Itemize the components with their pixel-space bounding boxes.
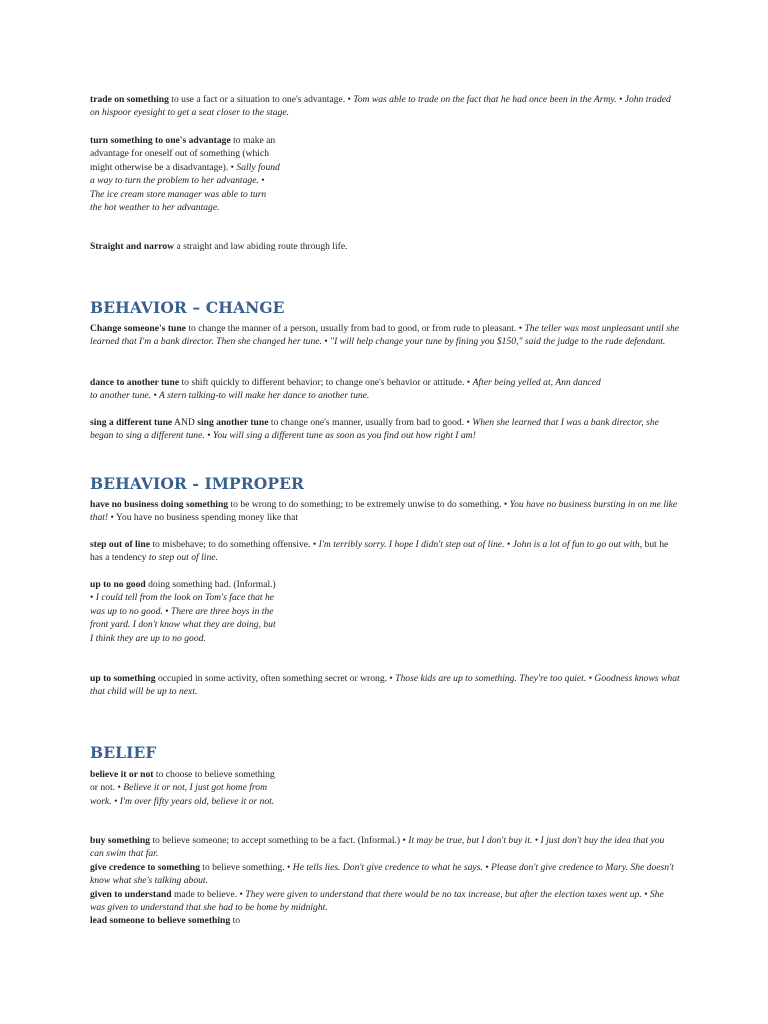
entry-term: trade on something — [90, 94, 169, 105]
entry-definition: doing something bad. (Informal.) • — [90, 579, 276, 604]
entry-example: They were given to understand that there would be no tax increase, but after the election taxes went up. • She was given to understand that she had to be home by midnight. — [90, 888, 664, 914]
entry-change-someones-tune — [90, 322, 680, 349]
entry-definition: to shift quickly to different behavior; to change one's behavior or attitude. • — [179, 377, 473, 388]
entry-term: buy something — [90, 835, 150, 846]
entry-step-out-of-line — [90, 538, 680, 565]
entry-up-to-something — [90, 672, 680, 699]
section-heading-belief: BELIEF — [90, 743, 157, 762]
entry-group-buy-credence-given-lead — [90, 834, 680, 928]
entry-definition: to — [230, 915, 241, 927]
entry-example-continued: to step out of line. — [148, 552, 218, 564]
entry-trade-on-something — [90, 93, 680, 120]
entry-definition: occupied in some activity, often something secret or wrong. • — [155, 673, 396, 684]
entry-term: step out of line — [90, 539, 150, 550]
entry-term: up to no good — [90, 579, 146, 590]
entry-term: have no business doing something — [90, 499, 229, 510]
entry-straight-and-narrow — [90, 240, 680, 253]
entry-definition: to use a fact or a situation to one's advantage. • — [168, 94, 354, 105]
entry-definition: to believe something. • — [199, 861, 293, 873]
entry-example: Those kids are up to something. They're too quiet. • Goodness knows what that child will be up to next. — [90, 673, 680, 698]
entry-have-no-business — [90, 498, 680, 525]
section-heading-behavior-improper: BEHAVIOR - IMPROPER — [90, 474, 305, 493]
entry-buy-something — [90, 834, 680, 861]
entry-term: give credence to something — [90, 861, 200, 873]
entry-term: up to something — [90, 673, 156, 684]
entry-give-credence — [90, 861, 680, 888]
entry-example: After being yelled at, Ann danced to another tune. • A stern talking-to will make her dance to another tune. — [90, 377, 601, 402]
entry-term: turn something to one's advantage — [90, 135, 231, 146]
entry-definition-continued: • You have no business spending money like that — [108, 512, 299, 524]
entry-dance-to-another-tune — [90, 376, 610, 403]
entry-believe-it-or-not — [90, 768, 280, 808]
entry-term: sing a different tune — [90, 417, 173, 428]
entry-connector: AND — [172, 417, 198, 428]
entry-example: He tells lies. Don't give credence to what he says. • Please don't give credence to Mary. She doesn't know what she's talking about. — [90, 861, 674, 887]
entry-term: lead someone to believe something — [90, 915, 231, 927]
entry-definition: to change one's manner, usually from bad to good. • — [268, 417, 473, 428]
entry-term-alt: sing another tune — [197, 417, 269, 428]
entry-example: Tom was able to trade on the fact that he had once been in the Army. • John traded on hispoor eyesight to get a seat closer to the stage. — [90, 94, 671, 119]
entry-term: believe it or not — [90, 769, 154, 780]
entry-definition-continued: but he has a tendency — [90, 539, 669, 564]
entry-definition: to be wrong to do something; to be extremely unwise to do something. • — [228, 499, 510, 510]
entry-term: Straight and narrow — [90, 241, 175, 252]
entry-definition: to choose to believe something or not. • — [90, 769, 275, 794]
entry-definition: to believe someone; to accept something to be a fact. (Informal.) • — [149, 835, 409, 846]
entry-term: Change someone's tune — [90, 323, 186, 334]
entry-definition: to change the manner of a person, usually from bad to good, or from rude to pleasant. • — [185, 323, 525, 334]
entry-example: I'm terribly sorry. I hope I didn't step out of line. • John is a lot of fun to go out with, — [318, 539, 643, 550]
entry-definition: to misbehave; to do something offensive. • — [149, 539, 319, 550]
section-heading-behavior-change: BEHAVIOR – CHANGE — [90, 298, 285, 317]
entry-example: Sally found a way to turn the problem to her advantage. • The ice cream store manager was able to turn the hot weather to her advantage. — [90, 161, 280, 214]
entry-sing-a-different-tune — [90, 416, 680, 443]
entry-example: Believe it or not, I just got home from work. • I'm over fifty years old, believe it or not. — [90, 782, 275, 807]
entry-lead-someone-to-believe — [90, 914, 680, 927]
entry-term: given to understand — [90, 888, 172, 900]
entry-example: It may be true, but I don't buy it. • I just don't buy the idea that you can swim that far. — [90, 835, 665, 860]
entry-example: I could tell from the look on Tom's face that he was up to no good. • There are three boys in the front yard. I don't know what they are doing, but I think they are up to no good. — [90, 592, 276, 644]
entry-example: The teller was most unpleasant until she learned that I'm a bank director. Then she changed her tune. • "I will help change your tune by fining you $150," said the judge to the rude defendant. — [90, 323, 680, 348]
entry-given-to-understand — [90, 888, 680, 915]
entry-definition: made to believe. • — [171, 888, 246, 900]
entry-turn-something-to-advantage — [90, 134, 280, 214]
entry-example: You have no business bursting in on me like that! — [90, 499, 678, 524]
entry-definition: a straight and law abiding route through life. — [174, 241, 348, 252]
entry-term: dance to another tune — [90, 377, 180, 388]
entry-example: When she learned that I was a bank director, she began to sing a different tune. • You will sing a different tune as soon as you find out how right I am! — [90, 417, 659, 442]
entry-up-to-no-good — [90, 578, 280, 645]
entry-definition: to make an advantage for oneself out of something (which might otherwise be a disadvantage). • — [90, 135, 276, 173]
